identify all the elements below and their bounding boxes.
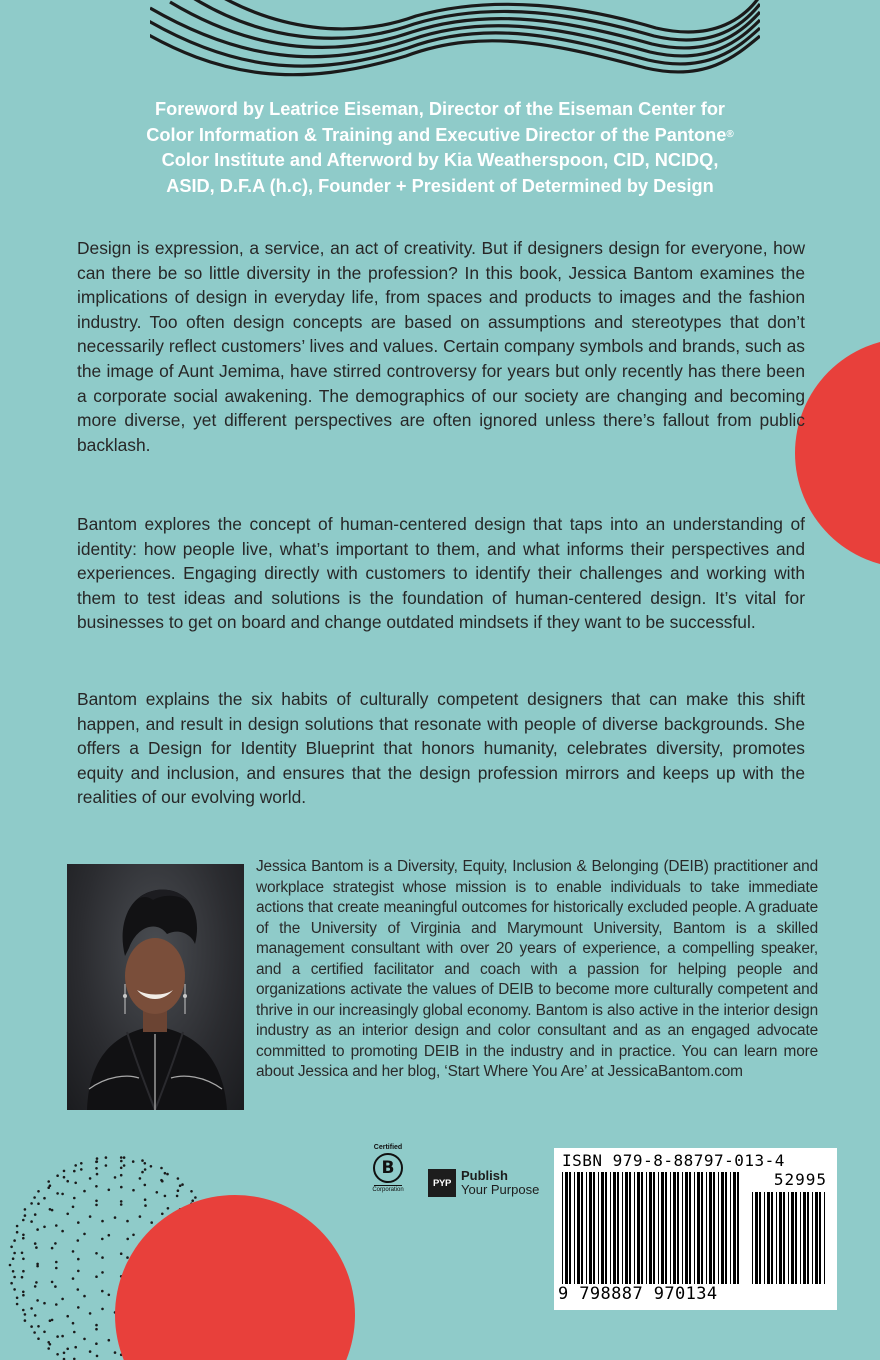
description-paragraph-2: Bantom explores the concept of human-centered design that taps into an understanding of identity: how people live, what’s important to them, and what informs their perspectives and experiences. Engaging directly with customers to identify their challenges and working with them to test ideas and solutions is the foundation of human-centered design. It’s vital for businesses to get on board and change outdated mindsets if they want to be successful. bbox=[77, 514, 805, 633]
foreword-line-2-text: Color Information & Training and Executive Director of the Pantone bbox=[146, 124, 727, 145]
foreword-line-2 bbox=[70, 123, 810, 149]
isbn-label: ISBN 979-8-88797-013-4 bbox=[562, 1151, 785, 1170]
foreword-line-3: Color Institute and Afterword by Kia Weatherspoon, CID, NCIDQ, bbox=[161, 150, 719, 170]
description-paragraph-1: Design is expression, a service, an act of creativity. But if designers design for everyone, how can there be so little diversity in the profession? In this book, Jessica Bantom examines the implications of design in everyday life, from spaces and products to images and the fashion industry. Too often design concepts are based on assumptions and stereotypes that don’t necessarily reflect customers’ lives and values. Certain company symbols and brands, such as the image of Aunt Jemima, have stirred controversy for years but only recently has there been a corporate social awakening. The demographics of our society are changing and becoming more diverse, yet different perspectives are often ignored unless there’s fallout from public backlash. bbox=[77, 238, 805, 455]
b-corp-logo bbox=[366, 1144, 410, 1202]
bcorp-certified-label: Certified bbox=[373, 1144, 403, 1151]
price-code: 52995 bbox=[773, 1170, 827, 1189]
author-bio: Jessica Bantom is a Diversity, Equity, Inclusion & Belonging (DEIB) practitioner and workplace strategist whose mission is to enable individuals to take immediate actions that create meaningful outcomes for historically excluded people. A graduate of the University of Virginia and Marymount University, Bantom is a skilled management consultant with over 20 years of experience, a compelling speaker, and a certified facilitator and coach with a passion for helping people and organizations activate the values of DEIB to become more culturally competent and thrive in our increasingly global economy. Bantom is also active in the interior design industry as an interior design and color consultant and as an engaged advocate committed to promoting DEIB in the industry and in practice. You can learn more about Jessica and her blog, ‘Start Where You Are’ at JessicaBantom.com bbox=[256, 858, 818, 1080]
registered-mark: ® bbox=[726, 128, 734, 140]
foreword-heading bbox=[70, 97, 810, 199]
author-photo bbox=[67, 864, 244, 1110]
description-paragraph-3: Bantom explains the six habits of culturally competent designers that can make this shift happen, and result in design solutions that resonate with people of diverse backgrounds. She offers a Design for Identity Blueprint that honors humanity, celebrates diversity, promotes equity and inclusion, and ensures that the design profession mirrors and keeps up with the realities of our evolving world. bbox=[77, 689, 805, 808]
publisher-name-line-1: Publish bbox=[461, 1168, 508, 1183]
barcode-bars-addon bbox=[752, 1192, 828, 1284]
foreword-line-4: ASID, D.F.A (h.c), Founder + President of Determined by Design bbox=[166, 175, 714, 196]
barcode-digits: 9 798887 970134 bbox=[558, 1284, 718, 1304]
bcorp-corporation-label: Corporation bbox=[372, 1187, 404, 1193]
author-portrait-illustration bbox=[67, 864, 244, 1110]
publisher-name-line-2: Your Purpose bbox=[461, 1182, 540, 1197]
pyp-mark: PYP bbox=[428, 1169, 456, 1197]
isbn-barcode bbox=[554, 1148, 837, 1310]
wave-pattern-top bbox=[150, 0, 760, 78]
red-circle-right bbox=[795, 338, 880, 568]
bcorp-b-icon bbox=[373, 1153, 403, 1183]
bcorp-divider bbox=[374, 1185, 402, 1186]
barcode-bars-main bbox=[562, 1172, 742, 1284]
bcorp-b-letter: B bbox=[381, 1158, 395, 1178]
foreword-line-1: Foreword by Leatrice Eiseman, Director of the Eiseman Center for bbox=[154, 99, 726, 119]
publisher-logo bbox=[428, 1168, 539, 1198]
publisher-name bbox=[461, 1169, 539, 1197]
